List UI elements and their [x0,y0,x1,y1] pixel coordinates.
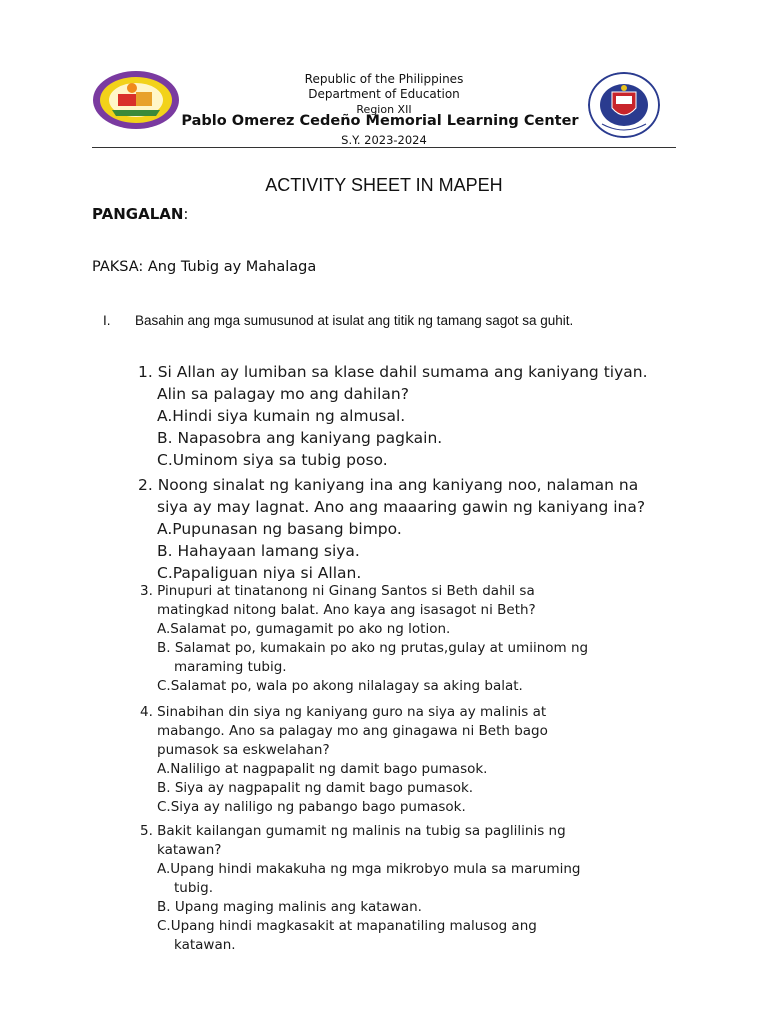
header-school-year: S.Y. 2023-2024 [341,133,427,147]
topic-value: Ang Tubig ay Mahalaga [147,259,317,275]
deped-seal [588,72,660,138]
header-school-name: Pablo Omerez Cedeño Memorial Learning Center [181,113,579,129]
question-3-option-b: B. Salamat po, kumakain po ako ng prutas,gulay at umiinom ng [157,640,589,656]
question-5-option-a-cont: tubig. [174,880,214,896]
question-2 [138,474,645,584]
question-1 [138,361,648,471]
name-label: PANGALAN [92,205,184,223]
question-4-option-c: C.Siya ay naliligo ng pabango bago pumasok. [157,799,466,815]
topic-row [92,259,316,275]
question-3-stem-cont: matingkad nitong balat. Ano kaya ang isasagot ni Beth? [157,602,536,618]
name-field [92,205,188,223]
question-2-stem: 2. Noong sinalat ng kaniyang ina ang kaniyang noo, nalaman na [138,476,639,494]
question-1-option-a: A.Hindi siya kumain ng almusal. [157,407,406,425]
question-4-stem-cont: mabango. Ano sa palagay mo ang ginagawa ni Beth bago [157,723,548,739]
question-4-stem: 4. Sinabihan din siya ng kaniyang guro na siya ay malinis at [140,704,547,720]
question-3-option-a: A.Salamat po, gumagamit po ako ng lotion. [157,621,451,637]
question-5-option-b: B. Upang maging malinis ang katawan. [157,899,422,915]
header-divider [92,147,676,148]
question-4 [140,703,548,817]
question-2-option-c: C.Papaliguan niya si Allan. [157,564,362,582]
header-region: Region XII [356,103,412,116]
question-2-option-a: A.Pupunasan ng basang bimpo. [157,520,402,538]
question-2-option-b: B. Hahayaan lamang siya. [157,542,360,560]
question-3-option-b-cont: maraming tubig. [174,659,287,675]
question-4-stem-cont2: pumasok sa eskwelahan? [157,742,330,758]
question-1-stem-cont: Alin sa palagay mo ang dahilan? [157,385,409,403]
topic-label: PAKSA: [92,259,144,275]
header-republic: Republic of the Philippines [304,72,464,86]
name-colon: : [183,205,189,223]
question-4-option-b: B. Siya ay nagpapalit ng damit bago pumasok. [157,780,474,796]
activity-title: ACTIVITY SHEET IN MAPEH [265,175,503,195]
question-5-option-c-cont: katawan. [174,937,236,953]
question-3 [140,582,588,696]
question-1-option-b: B. Napasobra ang kaniyang pagkain. [157,429,443,447]
question-3-option-c: C.Salamat po, wala po akong nilalagay sa aking balat. [157,678,523,694]
question-5-option-c: C.Upang hindi magkasakit at mapanatiling malusog ang [157,918,537,934]
header-department: Department of Education [308,87,460,101]
question-5 [140,822,580,955]
question-3-stem: 3. Pinupuri at tinatanong ni Ginang Santos si Beth dahil sa [140,583,535,599]
question-2-stem-cont: siya ay may lagnat. Ano ang maaaring gawin ng kaniyang ina? [157,498,646,516]
question-1-stem: 1. Si Allan ay lumiban sa klase dahil sumama ang kaniyang tiyan. [138,363,648,381]
instruction [103,313,573,328]
instruction-text: Basahin ang mga sumusunod at isulat ang titik ng tamang sagot sa guhit. [135,313,574,328]
question-5-option-a: A.Upang hindi makakuha ng mga mikrobyo mula sa maruming [157,861,581,877]
question-5-stem-cont: katawan? [157,842,222,858]
question-5-stem: 5. Bakit kailangan gumamit ng malinis na tubig sa paglilinis ng [140,823,566,839]
question-4-option-a: A.Naliligo at nagpapalit ng damit bago pumasok. [157,761,488,777]
instruction-number: I. [103,313,111,328]
question-1-option-c: C.Uminom siya sa tubig poso. [157,451,388,469]
